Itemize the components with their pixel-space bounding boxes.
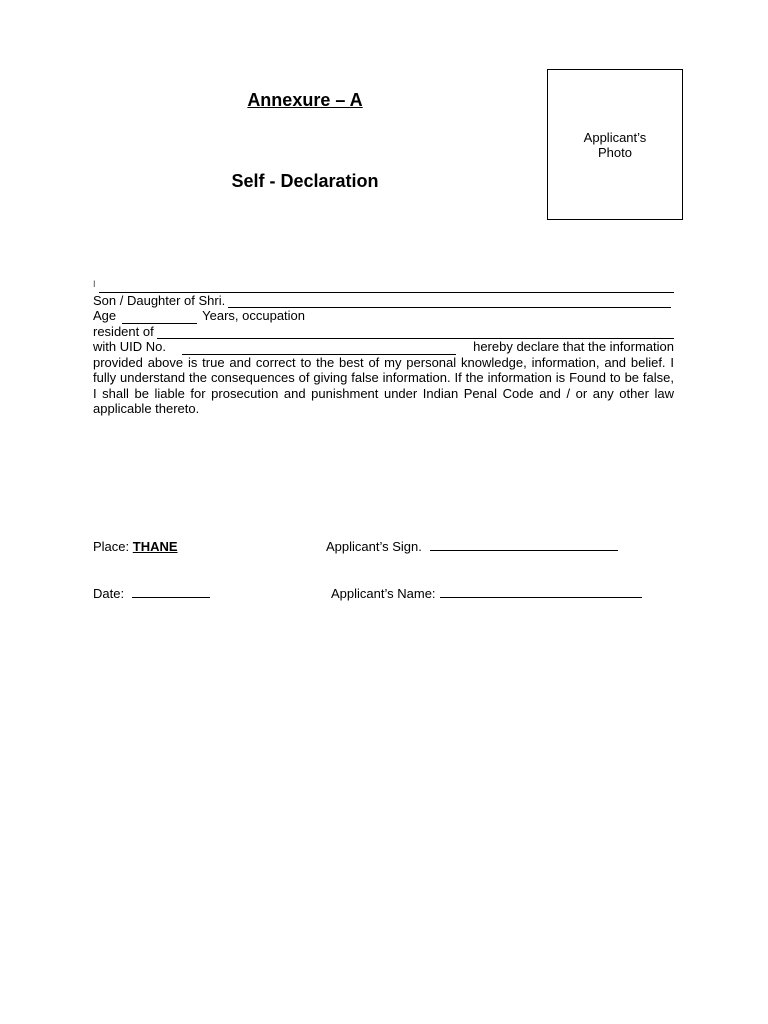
parent-name-blank[interactable] <box>228 296 671 308</box>
name-line <box>93 277 674 293</box>
son-daughter-label: Son / Daughter of Shri. <box>93 292 226 308</box>
sign-label: Applicant’s Sign. <box>326 539 422 554</box>
date-blank[interactable] <box>132 586 210 598</box>
age-label: Age <box>93 308 117 323</box>
years-occupation-label: Years, occupation <box>202 308 306 323</box>
declaration-body <box>93 277 674 417</box>
annexure-title: Annexure – A <box>247 90 363 110</box>
declare-text: hereby declare that the information <box>473 339 674 354</box>
name-blank[interactable] <box>99 281 674 293</box>
place-label: Place: <box>93 539 130 554</box>
photo-label-line2: Photo <box>598 145 632 160</box>
photo-box-label <box>548 130 682 160</box>
resident-line <box>93 324 674 340</box>
uid-label: with UID No. <box>93 339 166 354</box>
name-field <box>331 586 642 601</box>
applicant-name-blank[interactable] <box>440 586 642 598</box>
uid-line <box>93 339 674 355</box>
resident-label: resident of <box>93 323 154 339</box>
declaration-paragraph: provided above is true and correct to the best of my personal knowledge, information, and belief. I fully understand the consequences of giving false information. If the information is Found to be false, I shall be liable for prosecution and punishment under Indian Penal Code and / or any other law applicable thereto. <box>93 354 674 416</box>
date-field <box>93 586 210 601</box>
age-blank[interactable] <box>122 312 197 324</box>
photo-label-line1: Applicant’s <box>583 130 647 145</box>
name-label: Applicant’s Name: <box>331 586 436 601</box>
uid-blank[interactable] <box>182 343 456 355</box>
declaration-title: Self - Declaration <box>231 171 379 191</box>
date-label: Date: <box>93 586 125 601</box>
first-person-mark: I <box>93 279 96 289</box>
applicant-photo-box <box>547 69 683 220</box>
sign-field <box>326 539 618 554</box>
resident-blank[interactable] <box>157 327 674 339</box>
place-field <box>93 539 178 554</box>
place-value: THANE <box>132 539 178 554</box>
age-line <box>93 308 674 324</box>
parent-line <box>93 293 674 309</box>
sign-blank[interactable] <box>430 539 618 551</box>
